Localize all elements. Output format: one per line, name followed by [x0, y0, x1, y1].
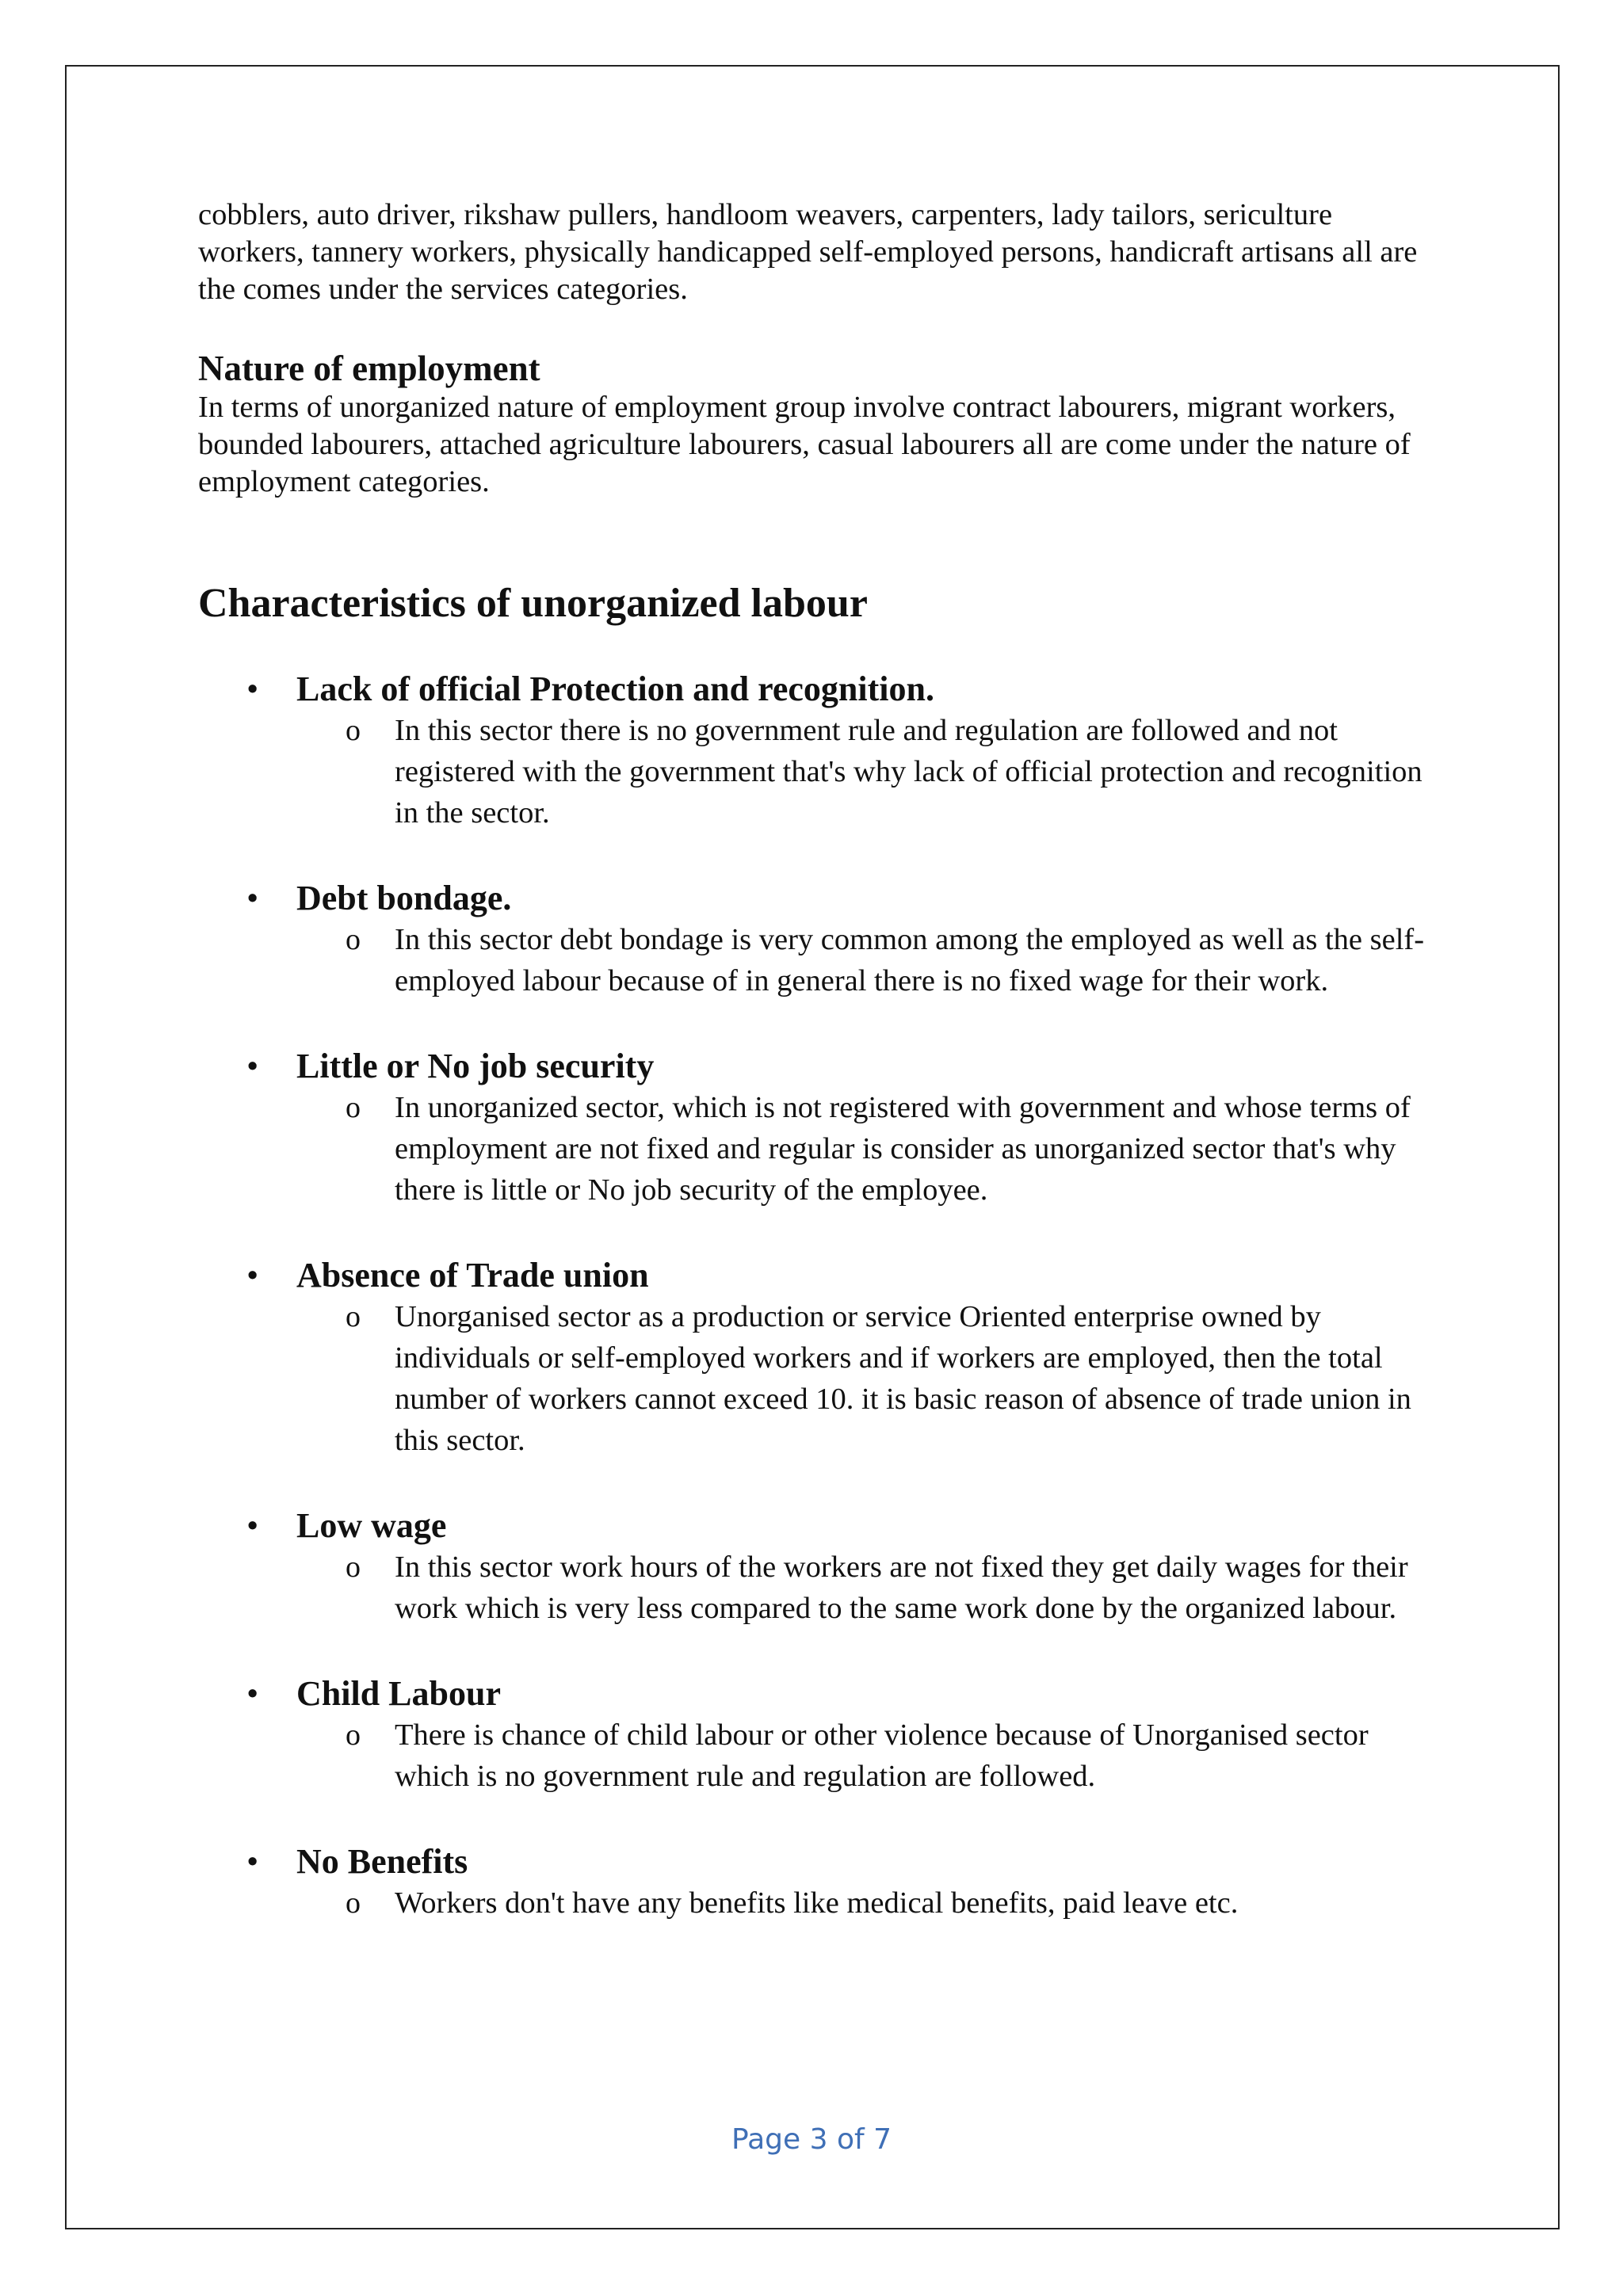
nature-heading: Nature of employment: [198, 349, 540, 388]
characteristic-title: Little or No job security: [296, 1047, 655, 1085]
sub-bullet-icon: o: [346, 1300, 361, 1333]
sub-bullet-icon: o: [346, 1886, 361, 1920]
sub-bullet-icon: o: [346, 714, 361, 747]
sub-bullet-icon: o: [346, 923, 361, 956]
nature-paragraph: In terms of unorganized nature of employment group involve contract labourers, migrant workers, bounded labourers, attached agriculture labourers, casual labourers all are come under the nature of employment categories.: [198, 391, 1411, 498]
characteristic-item: [198, 1046, 1434, 1211]
document-body: [198, 196, 1434, 1924]
characteristic-title: Absence of Trade union: [296, 1256, 649, 1295]
characteristic-item: [198, 878, 1434, 1001]
sub-bullet-icon: o: [346, 1550, 361, 1584]
characteristic-item: [198, 1841, 1434, 1924]
characteristics-heading: Characteristics of unorganized labour: [198, 581, 868, 626]
characteristic-text: In this sector there is no government rule and regulation are followed and not registered with the government that's why lack of official protection and recognition in the sector.: [395, 714, 1423, 830]
bullet-icon: •: [247, 1259, 258, 1292]
bullet-icon: •: [247, 673, 258, 706]
characteristic-title: No Benefits: [296, 1842, 468, 1881]
characteristic-item: [198, 1505, 1434, 1629]
characteristic-title: Lack of official Protection and recognition.: [296, 669, 934, 708]
bullet-icon: •: [247, 882, 258, 915]
characteristic-item: [198, 1255, 1434, 1461]
characteristic-text: In unorganized sector, which is not registered with government and whose terms of employment are not fixed and regular is consider as unorganized sector that's why there is little or No job security of the employee.: [395, 1091, 1411, 1207]
sub-bullet-icon: o: [346, 1091, 361, 1124]
characteristic-text: Unorganised sector as a production or service Oriented enterprise owned by individuals or self-employed workers and if workers are employed, then the total number of workers cannot exceed 10. it is basic reason of absence of trade union in this sector.: [395, 1300, 1411, 1457]
characteristic-title: Low wage: [296, 1506, 447, 1545]
page-number-footer: Page 3 of 7: [731, 2123, 892, 2156]
intro-paragraph: cobblers, auto driver, rikshaw pullers, handloom weavers, carpenters, lady tailors, sericulture workers, tannery workers, physically handicapped self-employed persons, handicraft artisans all are the comes under the services categories.: [198, 198, 1418, 306]
characteristic-text: In this sector work hours of the workers are not fixed they get daily wages for their work which is very less compared to the same work done by the organized labour.: [395, 1550, 1408, 1625]
bullet-icon: •: [247, 1677, 258, 1711]
characteristic-title: Debt bondage.: [296, 879, 512, 917]
characteristic-text: In this sector debt bondage is very common among the employed as well as the self-employed labour because of in general there is no fixed wage for their work.: [395, 923, 1425, 997]
bullet-icon: •: [247, 1509, 258, 1543]
characteristic-item: [198, 1673, 1434, 1797]
sub-bullet-icon: o: [346, 1718, 361, 1752]
bullet-icon: •: [247, 1845, 258, 1878]
characteristic-item: [198, 669, 1434, 833]
bullet-icon: •: [247, 1050, 258, 1083]
characteristic-title: Child Labour: [296, 1674, 501, 1713]
characteristic-text: Workers don't have any benefits like medical benefits, paid leave etc.: [395, 1886, 1239, 1920]
characteristic-text: There is chance of child labour or other violence because of Unorganised sector which is no government rule and regulation are followed.: [395, 1718, 1369, 1793]
